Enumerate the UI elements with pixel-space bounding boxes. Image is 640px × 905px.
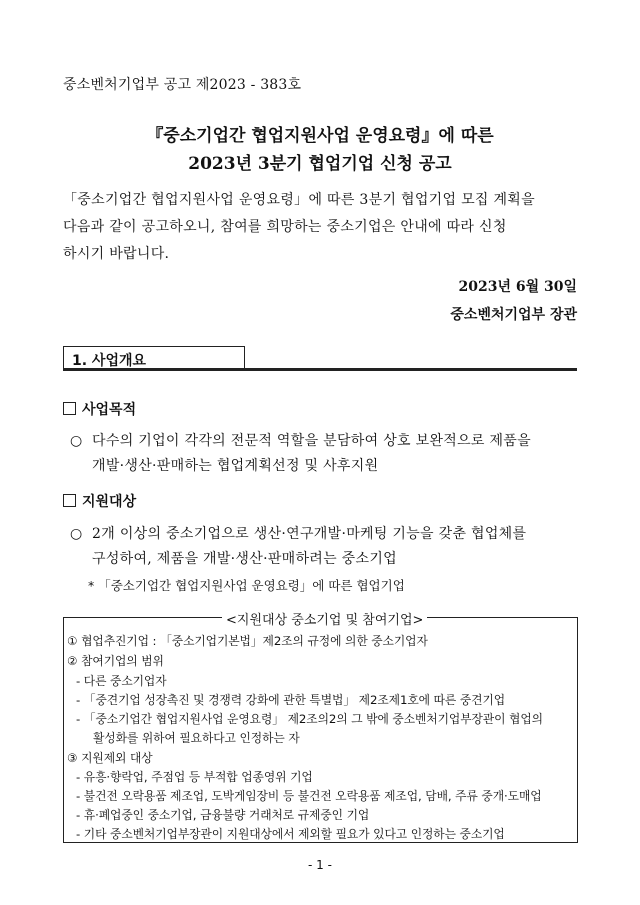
intro-line-2: 다음과 같이 공고하오니, 참여를 희망하는 중소기업은 안내에 따라 신청 (63, 219, 507, 235)
purpose-line-1 (70, 430, 531, 450)
circle-bullet-icon: ○ (70, 526, 83, 542)
target-text-1: 2개 이상의 중소기업으로 생산·연구개발·마케팅 기능을 갖춘 협업체를 (92, 526, 527, 542)
signature-date: 2023년 6월 30일 (458, 279, 577, 295)
info-item-2c-line2: 활성화를 위하여 필요하다고 인정하는 자 (93, 731, 300, 745)
info-item-3d: - 기타 중소벤처기업부장관이 지원대상에서 제외할 필요가 있다고 인정하는 중소기업 (76, 827, 505, 841)
purpose-heading (63, 399, 136, 419)
info-item-3b: - 불건전 오락용품 제조업, 도박게임장비 등 불건전 오락용품 제조업, 담배, 주류 중개·도매업 (76, 789, 542, 803)
signature-ministry: 중소벤처기업부 장관 (450, 307, 577, 323)
intro-line-3: 하시기 바랍니다. (63, 246, 170, 262)
info-item-3c: - 휴·폐업중인 중소기업, 금융불량 거래처로 규제중인 기업 (76, 808, 370, 822)
section-heading: 1. 사업개요 (72, 353, 147, 369)
circle-bullet-icon: ○ (70, 433, 83, 449)
title-line-2: 2023년 3분기 협업기업 신청 공고 (188, 154, 452, 174)
target-note: * 「중소기업간 협업지원사업 운영요령」에 따른 협업기업 (88, 578, 405, 593)
target-heading-label: 지원대상 (82, 494, 137, 510)
target-line-2: 구성하여, 제품을 개발·생산·판매하려는 중소기업 (92, 551, 397, 567)
info-box-title: <지원대상 중소기업 및 참여기업> (222, 609, 427, 628)
target-line-1 (70, 523, 526, 543)
info-item-2b: - 「중견기업 성장촉진 및 경쟁력 강화에 관한 특별법」 제2조제1호에 따른 중견기업 (76, 693, 506, 707)
notice-number: 중소벤처기업부 공고 제2023 - 383호 (63, 77, 302, 93)
intro-line-1: 「중소기업간 협업지원사업 운영요령」에 따른 3분기 협업기업 모집 계획을 (63, 192, 535, 208)
info-item-2c-line1: - 「중소기업간 협업지원사업 운영요령」 제2조의2의 그 밖에 중소벤처기업부장관이 협업의 (76, 712, 543, 726)
checkbox-square-icon (63, 402, 76, 415)
info-item-2: ② 참여기업의 범위 (67, 654, 164, 668)
target-heading (63, 491, 136, 511)
title-line-1: 『중소기업간 협업지원사업 운영요령』에 따른 (146, 126, 494, 146)
info-item-1: ① 협업추진기업 : 「중소기업기본법」제2조의 규정에 의한 중소기업자 (67, 634, 428, 648)
checkbox-square-icon (63, 494, 76, 507)
purpose-line-2: 개발·생산·판매하는 협업계획선정 및 사후지원 (92, 458, 379, 474)
info-item-3: ③ 지원제외 대상 (67, 751, 153, 765)
info-item-2a: - 다른 중소기업자 (76, 674, 167, 688)
page-number: - 1 - (308, 858, 332, 872)
purpose-heading-label: 사업목적 (82, 402, 137, 418)
info-item-3a: - 유흥·향락업, 주점업 등 부적합 업종영위 기업 (76, 770, 313, 784)
purpose-text-1: 다수의 기업이 각각의 전문적 역할을 분담하여 상호 보완적으로 제품을 (92, 433, 531, 449)
